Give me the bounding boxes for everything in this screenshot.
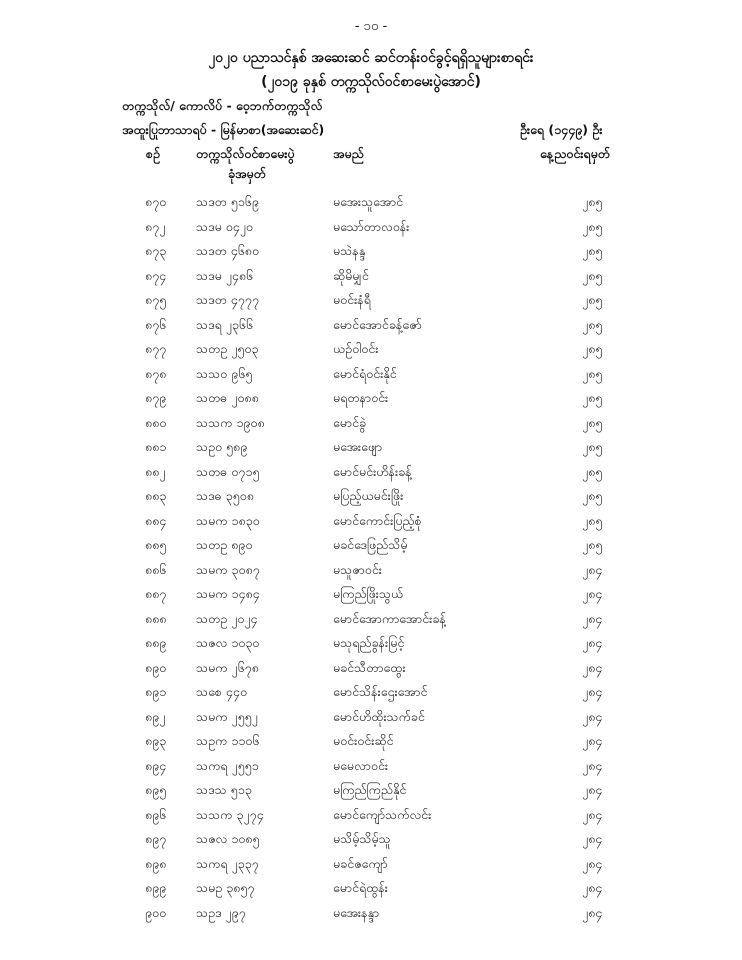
row-code: ၂၈၅ [582,537,603,552]
row-number: ၈၉၃ [145,733,167,748]
row-number: ၈၈၃ [145,488,167,503]
student-name: မောင်မင်းဟိန်းခန့် [333,463,412,479]
table-row [0,264,742,289]
student-name: မသော်တာလဝန်း [333,218,410,234]
student-name: မမေလာဝင်း [333,757,389,773]
table-row [0,386,742,411]
table-row [0,215,742,240]
roll-number: သဒမ ၂၄၈၆ [196,267,254,283]
row-code: ၂၈၅ [582,292,603,307]
row-number: ၈၉၁ [145,684,167,699]
row-number: ၈၉၀ [145,659,167,675]
student-name: မဝင်းနံရီ [333,292,371,307]
row-code: ၂၈၅ [582,243,603,258]
row-number: ၈၉၂ [145,708,166,724]
row-number: ၈၈၂ [145,463,166,479]
roll-number: သဒဓ ၃၅၀၈ [196,488,254,503]
table-row [0,876,742,901]
university-line: တက္ကသိုလ်/ ကောလိပ် - ဝေ့ဘက်တက္ကသိုလ် [122,98,323,113]
row-code: ၂၈၅ [582,194,603,209]
roll-number: သစေ ၄၄၀ [196,684,247,699]
row-code: ၂၈၅ [582,488,603,503]
row-code: ၂၈၅ [582,267,603,283]
student-name: မရတနာဝင်း [333,390,389,405]
student-name: မခင်ဇကျော် [333,855,388,871]
student-name: မခင်သီတာထွေး [333,659,406,675]
row-number: ၈၈၄ [145,512,167,528]
table-row [0,484,742,509]
row-code: ၂၈၄ [582,659,603,675]
roll-number: သမဥ ၃၈၅၇ [196,880,255,895]
row-code: ၂၈၄ [582,904,603,920]
roll-number: သတဓ ၂၀၈၈ [196,390,259,405]
student-name: မောင်ကျော်သက်လင်း [333,806,432,822]
row-number: ၈၉၅ [145,782,167,797]
table-row [0,337,742,362]
table-row [0,509,742,534]
student-name: မသိမ့်သိမ့်သူ [333,831,391,846]
row-code: ၂၈၄ [582,782,603,797]
roll-number: သဇလ ၁၀၃၀ [196,635,260,650]
student-name: ဆိုမိမျှင် [333,267,369,283]
roll-number: သသဝ ၉၆၅ [196,365,253,381]
student-name: မောင်ရဲထွန်း [333,880,388,895]
header-roll: တက္ကသိုလ်ဝင်စာမေးပွဲ [196,146,295,161]
row-code: ၂၈၅ [582,439,603,454]
roll-number: သဒတ ၄၆၈၀ [196,243,259,258]
row-code: ၂၈၄ [582,586,603,601]
row-number: ၈၇၄ [145,267,167,283]
roll-number: သတဥ ၂၀၂၄ [196,610,258,626]
row-code: ၂၈၅ [582,218,603,234]
student-name: မပြည့်ယမင်းဖြိုး [333,488,404,503]
student-name: မဝင်းဝင်းဆိုင် [333,733,394,748]
table-row [0,901,742,926]
student-list [0,190,742,925]
row-code: ၂၈၄ [582,855,603,871]
page-number: - ၁၀ - [354,19,388,34]
row-number: ၈၇၀ [145,194,167,209]
table-row [0,460,742,485]
row-number: ၈၇၈ [145,365,167,381]
table-row [0,827,742,852]
table-row [0,705,742,730]
row-number: ၈၉၄ [145,757,167,773]
row-number: ၈၈၁ [145,439,167,454]
roll-number: သဥ၀ ၅၈၉ [196,439,248,454]
row-number: ၈၈၀ [145,414,167,430]
table-row [0,533,742,558]
student-name: မသဲနန္ဒ [333,243,366,258]
row-code: ၂၈၄ [582,880,603,895]
row-number: ၈၉၈ [145,855,167,871]
roll-number: သတဓ ၀၇၁၅ [196,463,260,479]
table-row [0,362,742,387]
row-code: ၂၈၅ [582,463,603,479]
row-code: ၂၈၅ [582,512,603,528]
row-code: ၂၈၄ [582,733,603,748]
table-row [0,607,742,632]
header-no: စဉ် [146,146,160,161]
student-name: မကြည်ဖြိုးသွယ် [333,586,404,601]
table-row [0,558,742,583]
roll-number: သသက ၃၂၇၄ [196,806,264,822]
roll-number: သမက ၃၀၈၇ [196,561,260,577]
row-number: ၈၉၆ [145,806,167,822]
row-number: ၈၈၈ [145,610,167,626]
row-number: ၉၀၀ [145,904,167,920]
roll-number: သဒတ ၄၇၇၇ [196,292,259,307]
student-name: မောင်ကောင်းပြည့်စုံ [333,512,422,528]
roll-number: သဥက ၁၁၀၆ [196,733,260,748]
student-name: မသုရည်ခွန်းမြင့် [333,635,405,650]
roll-number: သဥဒ ၂၉၇ [196,904,246,920]
row-code: ၂၈၅ [582,341,603,356]
subject-line: အထူးပြုဘာသာရပ် - မြန်မာစာ(အဆေးဆင်) [122,122,325,137]
roll-number: သမက ၁၈၃၀ [196,512,260,528]
table-row [0,411,742,436]
row-number: ၈၉၉ [145,880,167,895]
row-number: ၈၈၉ [145,635,167,650]
row-code: ၂၈၄ [582,831,603,846]
table-row [0,435,742,460]
row-number: ၈၇၅ [145,292,167,307]
roll-number: သတဥ ၂၅၀၃ [196,341,259,356]
table-row [0,239,742,264]
student-name: မောင်အောင်ခန့်ဇော် [333,316,422,332]
roll-number: သဒမ ၀၄၂၀ [196,218,253,234]
row-number: ၈၇၇ [145,341,167,356]
student-name: မောင်ရံဝင်းနိုင် [333,365,397,381]
roll-number: သကရ ၂၃၃၇ [196,855,259,871]
roll-number: သမက ၂၆၇၈ [196,659,259,675]
table-row [0,729,742,754]
row-code: ၂၈၅ [582,365,603,381]
table-row [0,778,742,803]
table-row [0,190,742,215]
row-code: ၂၈၅ [582,316,603,332]
student-name: မခင်ဒေဖြည်သိမ့် [333,537,408,552]
roll-number: သဒရ ၂၃၆၆ [196,316,253,332]
row-number: ၈၈၆ [145,561,167,577]
roll-number: သဇလ ၁၀၈၅ [196,831,260,846]
student-name: မောင်အောကာအောင်းခန့် [333,610,446,626]
table-row [0,631,742,656]
row-number: ၈၈၇ [145,586,167,601]
row-number: ၈၇၃ [145,243,167,258]
row-code: ၂၈၄ [582,561,603,577]
row-number: ၈၈၅ [145,537,167,552]
roll-number: သမက ၂၅၅၂ [196,708,258,724]
table-row [0,680,742,705]
roll-number: သတဥ ၈၉၀ [196,537,253,552]
student-name: မအေးသူအောင် [333,194,404,209]
student-name: မောင်သိန်းဌေးအောင် [333,684,428,699]
roll-number: သကရ ၂၅၅၁ [196,757,259,773]
table-row [0,754,742,779]
table-row [0,288,742,313]
document-subtitle: (၂၀၁၉ ခုနှစ် တက္ကသိုလ်ဝင်စာမေးပွဲအောင်) [261,74,481,90]
row-code: ၂၈၅ [582,414,603,430]
student-name: မအေးဖျော [333,439,383,454]
header-code: နေ့ညဝင်းရမှတ် [540,146,610,161]
row-number: ၈၉၇ [145,831,167,846]
student-name: မောင်ခွဲ [333,414,367,430]
row-number: ၈၇၉ [145,390,167,405]
table-row [0,803,742,828]
roll-number: သမက ၁၄၈၄ [196,586,260,601]
roll-number: သဒတ ၅၁၆၉ [196,194,259,209]
document-title: ၂၀၂၀ ပညာသင်နှစ် အဆေးဆင် ဆင်တန်းဝင်ခွင့်ရရှိသူများစာရင်း [208,50,534,66]
total-count: ဦးရေ (၁၄၄၉) ဦး [520,122,603,137]
row-code: ၂၈၄ [582,708,603,724]
row-number: ၈၇၆ [145,316,167,332]
row-code: ၂၈၄ [582,757,603,773]
row-code: ၂၈၅ [582,390,603,405]
student-name: မကြည်ကြည်နိုင် [333,782,407,797]
student-name: မသူဇာဝင်း [333,561,382,577]
student-name: ယဉ်ဝါဝင်း [333,341,379,356]
table-row [0,656,742,681]
row-code: ၂၈၄ [582,806,603,822]
header-name: အမည် [333,146,364,161]
header-roll-sub: ခုံအမှတ် [228,166,266,181]
row-code: ၂၈၄ [582,684,603,699]
roll-number: သဒသ ၅၁၃ [196,782,252,797]
roll-number: သသက ၁၉၀၈ [196,414,265,430]
row-number: ၈၇၂ [145,218,166,234]
table-row [0,582,742,607]
row-code: ၂၈၄ [582,635,603,650]
student-name: မောင်ဟိထိုးသက်ခင် [333,708,425,724]
row-code: ၂၈၄ [582,610,603,626]
student-name: မအေးနန္ဒာ [333,904,380,920]
table-row [0,313,742,338]
table-row [0,852,742,877]
